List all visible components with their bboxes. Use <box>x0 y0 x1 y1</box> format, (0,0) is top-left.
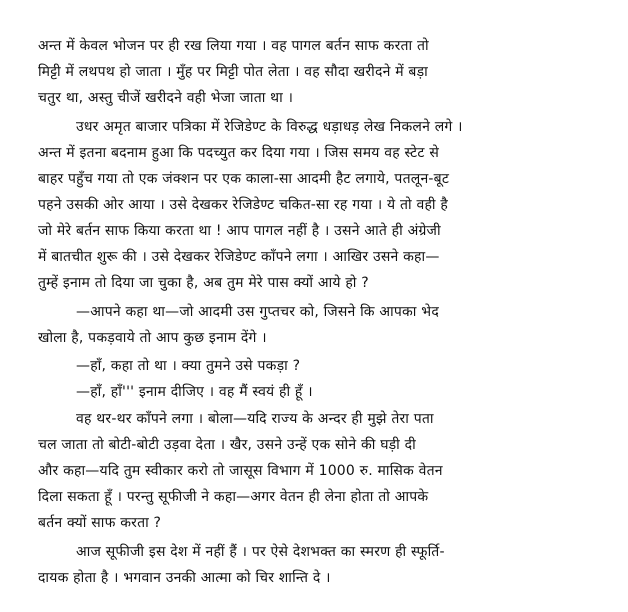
text-line: तुम्हें इनाम तो दिया जा चुका है, अब तुम मेरे पास क्यों आये हो ? <box>38 275 369 291</box>
text-line: बर्तन क्यों साफ करता ? <box>38 515 162 531</box>
text-line: मिट्टी में लथपथ हो जाता । मुँह पर मिट्टी पोत लेता । वह सौदा खरीदने में बड़ा <box>38 64 428 80</box>
text-line: अन्त में इतना बदनाम हुआ कि पदच्युत कर दिया गया । जिस समय वह स्टेट से <box>38 145 439 161</box>
text-line: दिला सकता हूँ । परन्तु सूफीजी ने कहा—अगर वेतन ही लेना होता तो आपके <box>38 489 429 505</box>
text-line: अन्त में केवल भोजन पर ही रख लिया गया । वह पागल बर्तन साफ करता तो <box>38 38 429 54</box>
text-line: —हाँ, कहा तो था । क्या तुमने उसे पकड़ा ? <box>76 358 301 374</box>
text-line: आज सूफीजी इस देश में नहीं हैं । पर ऐसे देशभक्त का स्मरण ही स्फूर्ति- <box>76 544 445 560</box>
text-line: वह थर-थर काँपने लगा । बोला—यदि राज्य के अन्दर ही मुझे तेरा पता <box>76 411 434 427</box>
text-line: जो मेरे बर्तन साफ किया करता था ! आप पागल नहीं है । उसने आते ही अंग्रेजी <box>38 223 441 239</box>
text-line: खोला है, पकड़वाये तो आप कुछ इनाम देंगे । <box>38 330 267 346</box>
text-line: बाहर पहुँच गया तो एक जंक्शन पर एक काला-सा आदमी हैट लगाये, पतलून-बूट <box>38 171 450 187</box>
text-line: —आपने कहा था—जो आदमी उस गुप्तचर को, जिसने कि आपका भेद <box>76 304 439 320</box>
text-line: चतुर था, अस्तु चीजें खरीदने वही भेजा जाता था । <box>38 90 294 106</box>
text-line: दायक होता है । भगवान उनकी आत्मा को चिर शान्ति दे । <box>38 570 331 586</box>
text-line: चल जाता तो बोटी-बोटी उड़वा देता । खैर, उसने उन्हें एक सोने की घड़ी दी <box>38 437 416 453</box>
text-line: और कहा—यदि तुम स्वीकार करो तो जासूस विभाग में 1000 रु. मासिक वेतन <box>38 463 443 479</box>
text-line: उधर अमृत बाजार पत्रिका में रेजिडेण्ट के विरुद्ध धड़ाधड़ लेख निकलने लगे । <box>76 119 463 135</box>
text-line: पहने उसकी ओर आया । उसे देखकर रेजिडेण्ट चकित-सा रह गया । ये तो वही है <box>38 197 448 213</box>
text-line: में बातचीत शुरू की । उसे देखकर रेजिडेण्ट काँपने लगा । आखिर उसने कहा— <box>38 249 440 265</box>
text-line: —हाँ, हाँ''' इनाम दीजिए । वह मैं स्वयं ही हूँ । <box>76 384 313 400</box>
